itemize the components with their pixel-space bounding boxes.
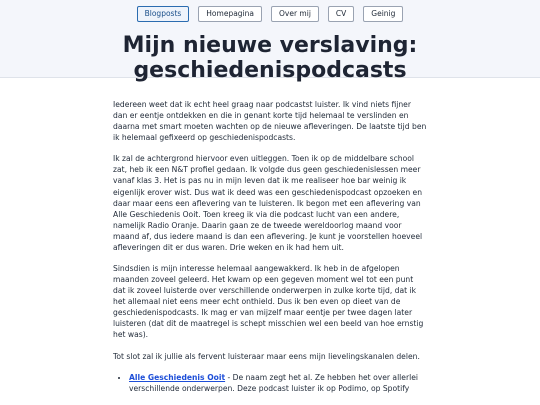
paragraph-closing: Tot slot zal ik jullie als fervent luisteraar maar eens mijn lievelingskanalen delen. [113, 351, 420, 361]
site-header [0, 0, 540, 84]
paragraph-interest: Sindsdien is mijn interesse helemaal aangewakkerd. Ik heb in de afgelopen maanden zoveel geleerd. Het kwam op een gegeven moment wel tot een punt dat ik zoveel luisterde over verschillende onderwerpen in zulke korte tijd, dat ik het allemaal niet eens meer echt onthield. Dus ik ben even op dieet van de geschiedenispodcasts. Ik mag er van mijzelf maar eentje per twee dagen later luisteren (dat dit de maatregel is schept misschien wel een beeld van hoe ernstig het was). [113, 264, 424, 340]
nav-over-mij[interactable]: Over mij [271, 6, 319, 22]
link-alle-geschiedenis-ooit[interactable]: Alle Geschiedenis Ooit [129, 372, 226, 382]
article-body [113, 99, 427, 394]
paragraph-intro: Iedereen weet dat ik echt heel graag naar podcastst luister. Ik vind niets fijner dan er eentje ontdekken en die in genant korte tijd helemaal te verslinden en daarna met smart moeten wachten op de nieuwe afleveringen. De laatste tijd ben ik helemaal gefixeerd op geschiedenispodcasts. [113, 100, 427, 143]
main-nav [0, 6, 540, 22]
nav-homepagina[interactable]: Homepagina [198, 6, 262, 22]
list-item-text: - De naam zegt het al. Ze hebben het over allerlei verschillende onderwerpen. Deze podcast luister ik op Podimo, op Spotify [129, 372, 418, 393]
paragraph-background: Ik zal de achtergrond hiervoor even uitleggen. Toen ik op de middelbare school zat, heb ik een N&T profiel gedaan. Ik volgde dus geen geschiedenislessen meer vanaf klas 3. Het is pas nu in mijn leven dat ik me realiseer hoe bar weinig ik eigenlijk erover wist. Dus wat ik deed was een geschiedenispodcast opzoeken en daar maar eens een aflevering van te luisteren. Ik begon met een aflevering van Alle Geschiedenis Ooit. Toen kreeg ik via die podcast lucht van een andere, namelijk Radio Oranje. Daarin gaan ze de tweede wereldoorlog maand voor maand af, dus iedere maand is dan een aflevering. Je kunt je voorstellen hoeveel afleveringen dit er dus waren. Drie weken en ik had hem uit. [113, 154, 423, 252]
list-item [129, 372, 427, 394]
favorites-list [113, 372, 427, 394]
page-title: Mijn nieuwe verslaving: geschiedenispodcasts [122, 33, 418, 84]
nav-blogposts[interactable]: Blogposts [137, 6, 190, 22]
nav-cv[interactable]: CV [328, 6, 354, 22]
nav-geinig[interactable]: Geinig [363, 6, 403, 22]
